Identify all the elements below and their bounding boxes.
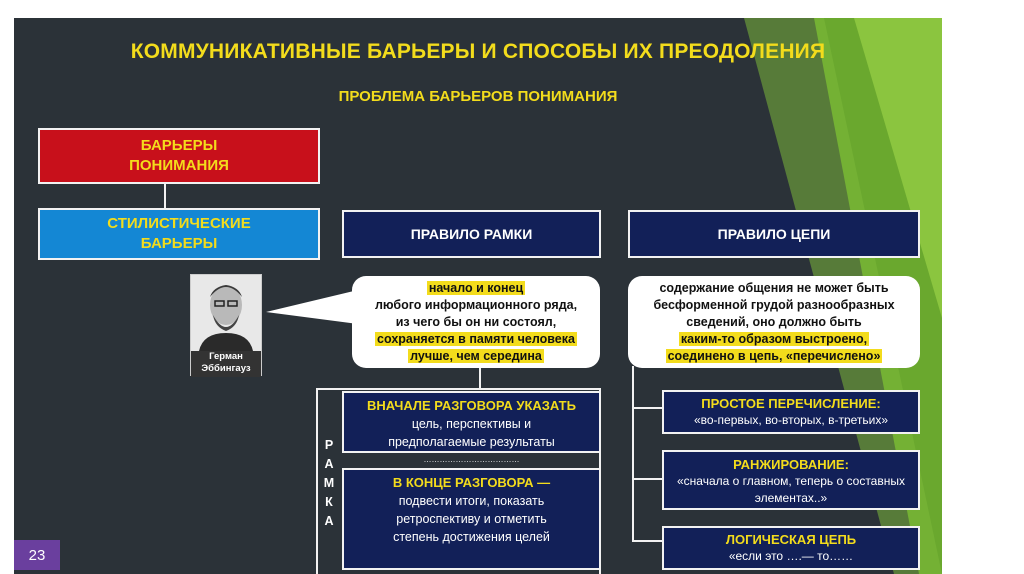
chain-bubble-line1: содержание общения не может быть — [659, 281, 889, 295]
portrait-caption-line2: Эббингауз — [201, 363, 251, 374]
chain-rule-label: ПРАВИЛО ЦЕПИ — [717, 226, 831, 242]
portrait-caption — [191, 351, 261, 377]
connector-line — [479, 366, 481, 388]
frame-letter: К — [325, 495, 333, 509]
frame-rule-box — [342, 210, 601, 258]
frame-rule-label: ПРАВИЛО РАМКИ — [410, 226, 533, 242]
portrait-image — [191, 275, 261, 351]
frame-bubble-line3: из чего бы он ни состоял, — [395, 315, 557, 329]
bubble-pointer — [266, 288, 358, 328]
stylistic-line2: БАРЬЕРЫ — [140, 235, 218, 252]
chain-item-head: ЛОГИЧЕСКАЯ ЦЕПЬ — [725, 532, 857, 547]
frame-start-line1: цель, перспективы и — [411, 417, 532, 431]
portrait-caption-line1: Герман — [209, 351, 243, 362]
frame-end-head: В КОНЦЕ РАЗГОВОРА — — [392, 475, 551, 490]
frame-letter: М — [323, 476, 335, 490]
chain-bubble-line2: бесформенной грудой разнообразных — [653, 298, 895, 312]
connector-line — [164, 182, 166, 210]
frame-end-line3: степень достижения целей — [393, 530, 550, 544]
portrait — [190, 274, 262, 376]
chain-item-ranking — [662, 450, 920, 510]
frame-start-line2: предполагаемые результаты — [388, 435, 555, 449]
slide — [14, 18, 942, 574]
chain-item-head: РАНЖИРОВАНИЕ: — [733, 457, 849, 472]
connector-line — [632, 540, 664, 542]
chain-item-head: ПРОСТОЕ ПЕРЕЧИСЛЕНИЕ: — [701, 396, 881, 411]
chain-item-text: «сначала о главном, теперь о составных элементах..» — [677, 474, 905, 505]
frame-letter: Р — [324, 438, 334, 452]
connector-line — [632, 366, 634, 542]
barriers-line1: БАРЬЕРЫ — [140, 137, 218, 154]
frame-bubble-line4: сохраняется в памяти человека — [377, 332, 575, 346]
frame-end-line2: ретроспективу и отметить — [396, 512, 547, 526]
frame-bubble-line2: любого информационного ряда, — [374, 298, 578, 312]
chain-item-text: «во-первых, во-вторых, в-третьих» — [693, 413, 889, 427]
chain-bubble-line3: сведений, оно должно быть — [686, 315, 862, 329]
chain-item-logical — [662, 526, 920, 570]
chain-bubble-line4: каким-то образом выстроено, — [680, 332, 868, 346]
frame-letter: А — [324, 514, 334, 528]
barriers-line2: ПОНИМАНИЯ — [129, 157, 229, 174]
stylistic-barriers-box — [38, 208, 320, 260]
frame-dots: ……………………………… — [423, 455, 520, 464]
slide-title: КОММУНИКАТИВНЫЕ БАРЬЕРЫ И СПОСОБЫ ИХ ПРЕОДОЛЕНИЯ — [130, 40, 826, 63]
frame-end-box — [342, 468, 601, 570]
frame-vertical-letters — [318, 436, 340, 531]
frame-bubble-line1: начало и конец — [428, 281, 524, 295]
barriers-box — [38, 128, 320, 184]
stylistic-line1: СТИЛИСТИЧЕСКИЕ — [107, 215, 251, 232]
frame-start-box — [342, 391, 601, 453]
chain-item-simple — [662, 390, 920, 434]
chain-rule-box — [628, 210, 920, 258]
page-number: 23 — [14, 540, 60, 570]
frame-rule-bubble — [352, 276, 600, 368]
frame-start-head: ВНАЧАЛЕ РАЗГОВОРА УКАЗАТЬ — [367, 398, 576, 413]
connector-line — [632, 407, 664, 409]
chain-item-text: «если это ….— то…… — [728, 549, 854, 563]
slide-subtitle: ПРОБЛЕМА БАРЬЕРОВ ПОНИМАНИЯ — [338, 88, 618, 105]
frame-letter: А — [324, 457, 334, 471]
chain-bubble-line5: соединено в цепь, «перечислено» — [667, 349, 881, 363]
frame-end-line1: подвести итоги, показать — [398, 494, 545, 508]
connector-line — [632, 478, 664, 480]
frame-bubble-line5: лучше, чем середина — [410, 349, 542, 363]
chain-rule-bubble — [628, 276, 920, 368]
